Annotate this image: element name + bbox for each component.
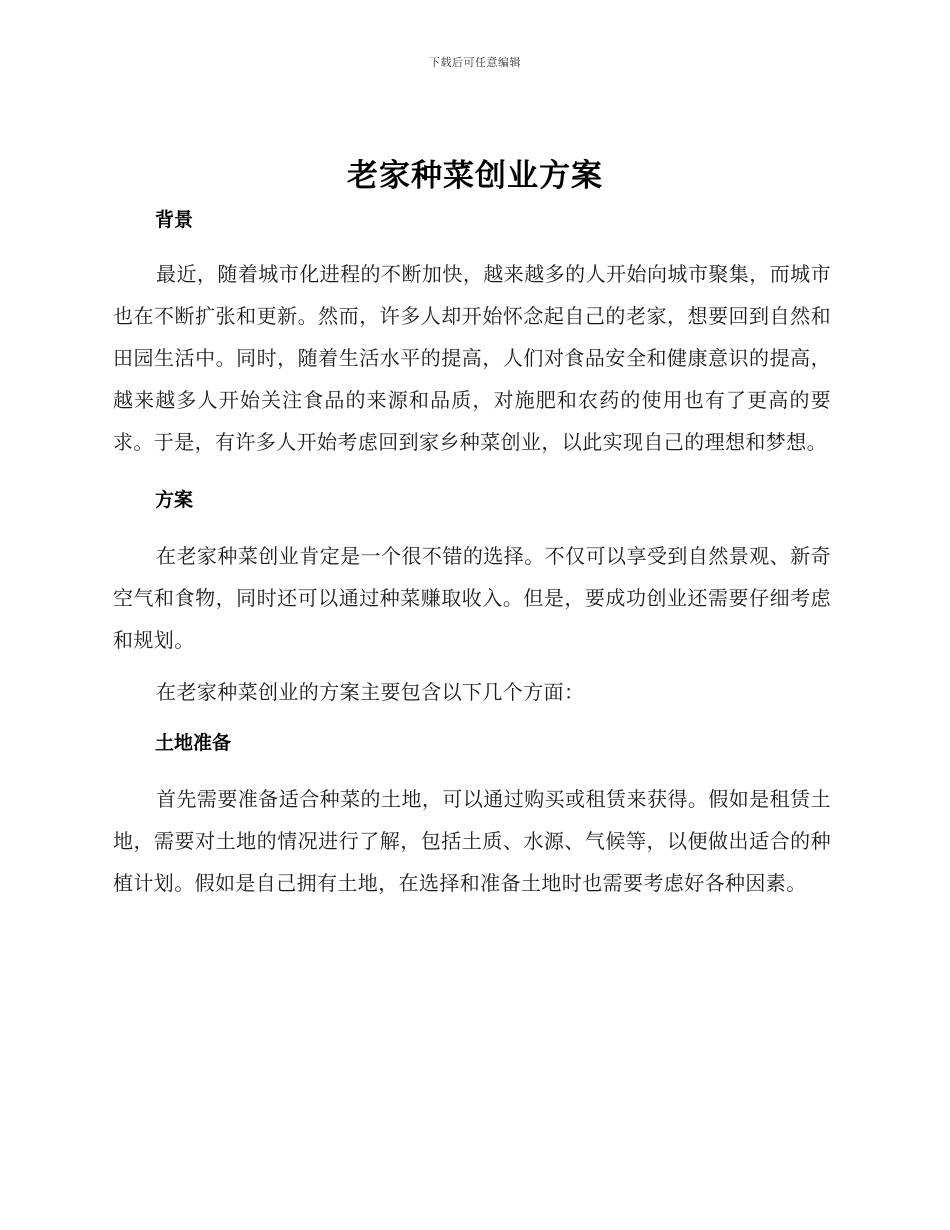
plan-paragraph-1: 在老家种菜创业肯定是一个很不错的选择。不仅可以享受到自然景观、新奇空气和食物，同时还可以通过种菜赚取收入。但是，要成功创业还需要仔细考虑和规划。 xyxy=(113,544,831,652)
document-title: 老家种菜创业方案 xyxy=(347,158,603,194)
background-paragraph: 最近，随着城市化进程的不断加快，越来越多的人开始向城市聚集，而城市也在不断扩张和更新。然而，许多人却开始怀念起自己的老家，想要回到自然和田园生活中。同时，随着生活水平的提高，人们对食品安全和健康意识的提高，越来越多人开始关注食品的来源和品质，对施肥和农药的使用也有了更高的要求。于是，有许多人开始考虑回到家乡种菜创业，以此实现自己的理想和梦想。 xyxy=(113,262,831,454)
document-body xyxy=(113,204,831,904)
page-header-note: 下载后可任意编辑 xyxy=(429,56,521,69)
section-heading-plan: 方案 xyxy=(155,489,194,511)
section-heading-land-preparation: 土地准备 xyxy=(155,732,232,754)
section-heading-background: 背景 xyxy=(155,209,194,231)
plan-paragraph-2: 在老家种菜创业的方案主要包含以下几个方面： xyxy=(156,680,585,704)
land-preparation-paragraph: 首先需要准备适合种菜的土地，可以通过购买或租赁来获得。假如是租赁土地，需要对土地的情况进行了解，包括土质、水源、气候等，以便做出适合的种植计划。假如是自己拥有土地，在选择和准备土地时也需要考虑好各种因素。 xyxy=(113,787,831,895)
